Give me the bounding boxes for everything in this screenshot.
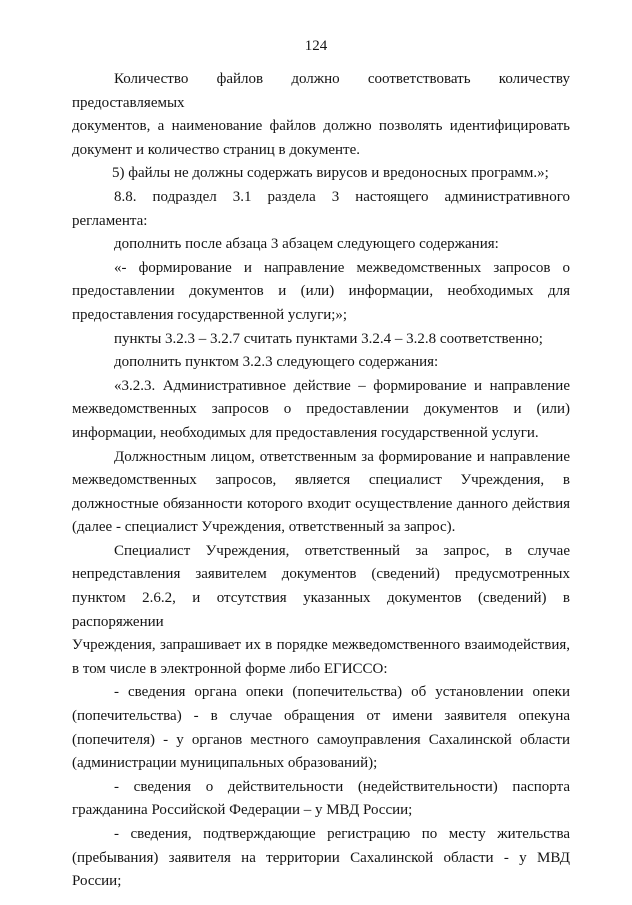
document-body <box>72 68 570 894</box>
text-line: документ и количество страниц в документе. <box>72 141 360 158</box>
text-line: - сведения органа опеки (попечительства) об установлении опеки <box>114 684 570 701</box>
text-line: (попечителя) - у органов местного самоуправления Сахалинской области <box>72 731 570 748</box>
text-line: - сведения, подтверждающие регистрацию по месту жительства <box>114 826 570 842</box>
text-line: (администрации муниципальных образований); <box>72 755 378 772</box>
text-line: 8.8. подраздел 3.1 раздела 3 настоящего административного регламента: <box>72 188 570 229</box>
text-line: Учреждения, запрашивает их в порядке межведомственного взаимодействия, <box>72 637 570 654</box>
text-line: дополнить после абзаца 3 абзацем следующего содержания: <box>114 236 499 253</box>
text-line: должностные обязанности которого входит осуществление данного действия <box>72 495 570 512</box>
text-line: предоставлении документов и (или) информации, необходимых для <box>72 283 570 300</box>
text-line: Специалист Учреждения, ответственный за запрос, в случае <box>114 542 570 559</box>
text-line: «3.2.3. Административное действие – формирование и направление <box>114 377 570 394</box>
text-line: - сведения о действительности (недействительности) паспорта <box>114 778 570 795</box>
text-line: предоставления государственной услуги;»; <box>72 306 348 323</box>
text-line: (пребывания) заявителя на территории Сахалинской области - у МВД России; <box>72 849 570 890</box>
text-line: межведомственных запросов, является специалист Учреждения, в <box>72 472 570 489</box>
text-line: межведомственных запросов о предоставлении документов и (или) <box>72 401 570 418</box>
text-line: документов, а наименование файлов должно позволять идентифицировать <box>72 118 570 135</box>
text-line: 5) файлы не должны содержать вирусов и вредоносных программ.»; <box>112 165 549 182</box>
text-line: информации, необходимых для предоставления государственной услуги. <box>72 424 539 441</box>
text-line: пункты 3.2.3 – 3.2.7 считать пунктами 3.2.4 – 3.2.8 соответственно; <box>114 330 543 347</box>
text-line: «- формирование и направление межведомственных запросов о <box>114 259 570 276</box>
text-line: дополнить пунктом 3.2.3 следующего содержания: <box>114 354 439 371</box>
text-line: (попечительства) - в случае обращения от имени заявителя опекуна <box>72 708 570 725</box>
text-line: в том числе в электронной форме либо ЕГИССО: <box>72 660 388 677</box>
text-line: Должностным лицом, ответственным за формирование и направление <box>114 448 570 465</box>
text-line: (далее - специалист Учреждения, ответственный за запрос). <box>72 519 456 536</box>
page-number: 124 <box>304 38 328 54</box>
text-line: Количество файлов должно соответствовать количеству предоставляемых <box>72 71 570 111</box>
text-line: гражданина Российской Федерации – у МВД России; <box>72 802 413 819</box>
text-line: непредставления заявителем документов (сведений) предусмотренных <box>72 566 570 583</box>
text-line: пунктом 2.6.2, и отсутствия указанных документов (сведений) в распоряжении <box>72 590 570 630</box>
